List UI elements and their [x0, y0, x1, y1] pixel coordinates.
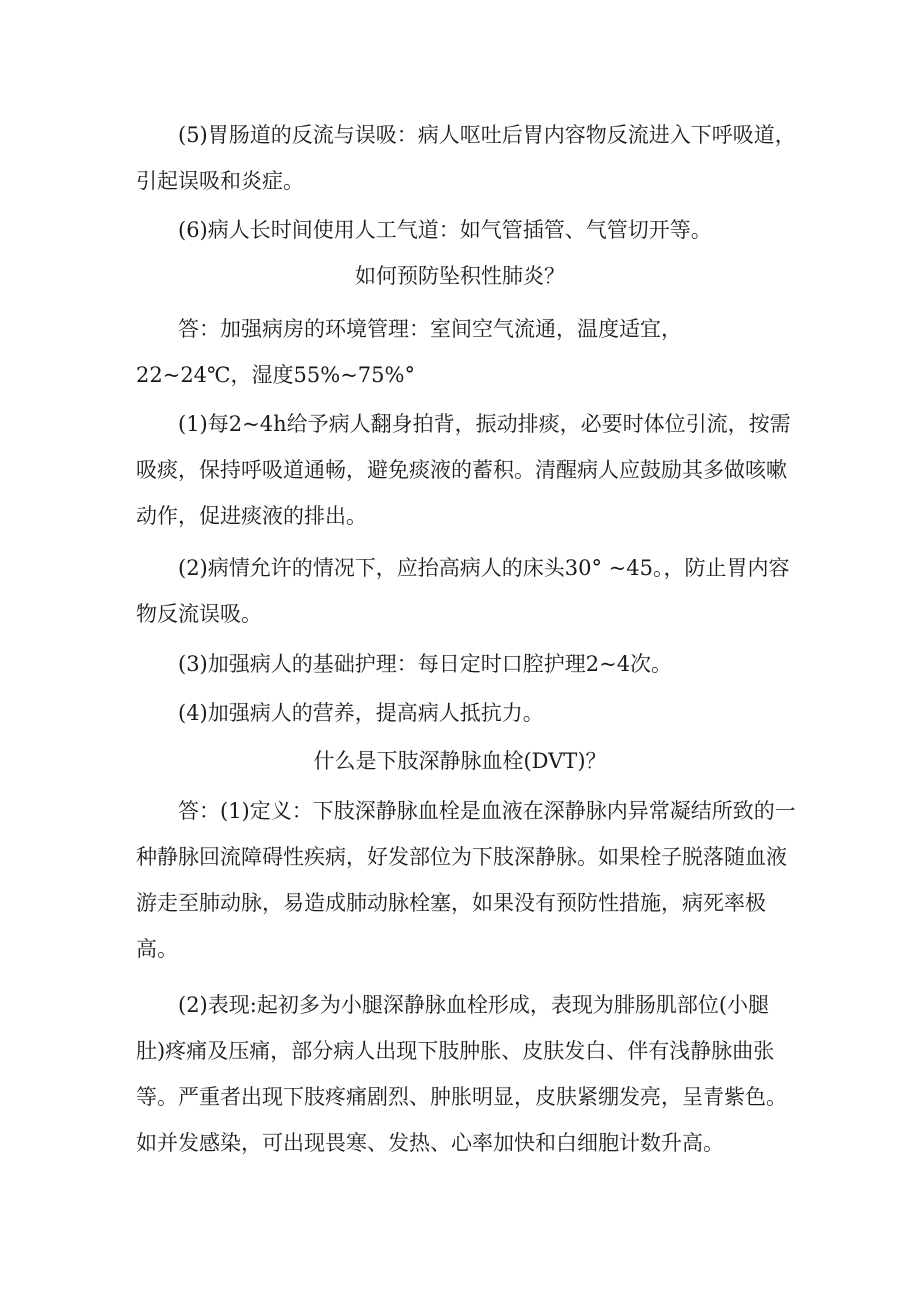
paragraph-nutrition: (4)加强病人的营养，提高病人抵抗力。: [178, 701, 544, 725]
heading-prevent-pneumonia: 如何预防坠积性肺炎？: [355, 264, 565, 288]
paragraph-dvt-symptoms: (2)表现:起初多为小腿深静脉血栓形成，表现为腓肠肌部位(小腿肚)疼痛及压痛，部分病人出现下肢肿胀、皮肤发白、伴有浅静脉曲张等。严重者出现下肢疼痛剧烈、肿胀明显，皮肤紧绷发亮，呈青紫色。如并发感染，可出现畏寒、发热、心率加快和白细胞计数升高。: [136, 993, 787, 1155]
paragraph-dvt-definition: 答：(1)定义：下肢深静脉血栓是血液在深静脉内异常凝结所致的一种静脉回流障碍性疾病，好发部位为下肢深静脉。如果栓子脱落随血液游走至肺动脉，易造成肺动脉栓塞，如果没有预防性措施，病死率极高。: [136, 799, 796, 961]
paragraph-raise-bed-head: (2)病情允许的情况下，应抬高病人的床头30° ~45。，防止胃内容物反流误吸。: [136, 556, 790, 626]
paragraph-gi-reflux: (5)胃肠道的反流与误吸：病人呕吐后胃内容物反流进入下呼吸道，引起误吸和炎症。: [136, 123, 796, 193]
paragraph-basic-care: (3)加强病人的基础护理：每日定时口腔护理2~4次。: [178, 652, 673, 676]
heading-dvt: 什么是下肢深静脉血栓(DVT)？: [313, 749, 607, 773]
paragraph-environment-management: 答：加强病房的环境管理：室间空气流通，温度适宜，22~24℃，湿度55%~75%°: [136, 317, 682, 387]
paragraph-turning-patting: (1)每2~4h给予病人翻身拍背，振动排痰，必要时体位引流，按需吸痰，保持呼吸道通畅，避免痰液的蓄积。清醒病人应鼓励其多做咳嗽动作，促进痰液的排出。: [136, 412, 791, 528]
paragraph-artificial-airway: (6)病人长时间使用人工气道：如气管插管、气管切开等。: [178, 218, 712, 242]
